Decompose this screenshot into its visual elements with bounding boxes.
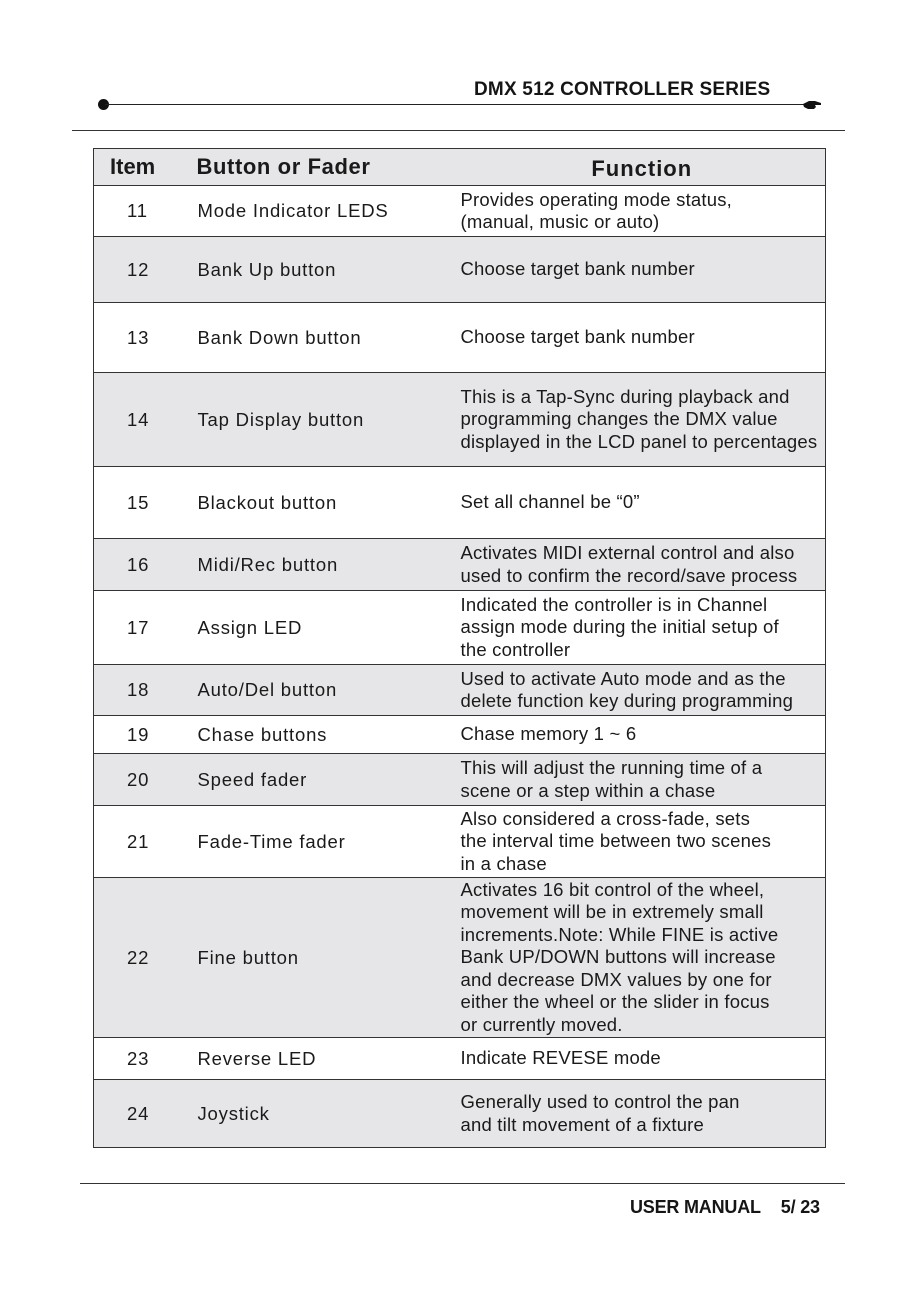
header-function: Function: [459, 149, 826, 186]
top-divider: [72, 130, 845, 131]
item-number: 23: [94, 1038, 189, 1080]
table-row: [94, 303, 826, 373]
item-number: 22: [94, 878, 189, 1038]
control-name: Bank Down button: [189, 303, 459, 373]
control-name: Tap Display button: [189, 373, 459, 467]
item-number: 19: [94, 716, 189, 754]
controls-table: [93, 148, 826, 1148]
item-number: 14: [94, 373, 189, 467]
item-number: 12: [94, 237, 189, 303]
function-description: Indicate REVESE mode: [459, 1038, 826, 1080]
function-description: Used to activate Auto mode and as the delete function key during programming: [459, 665, 826, 716]
control-name: Mode Indicator LEDS: [189, 186, 459, 237]
control-name: Joystick: [189, 1080, 459, 1148]
table-row: [94, 373, 826, 467]
item-number: 17: [94, 591, 189, 665]
function-description: Indicated the controller is in Channel assign mode during the initial setup of the controller: [459, 591, 826, 665]
footer-label: USER MANUAL: [630, 1197, 761, 1217]
control-name: Midi/Rec button: [189, 539, 459, 591]
function-description: Generally used to control the pan and tilt movement of a fixture: [459, 1080, 826, 1148]
item-number: 15: [94, 467, 189, 539]
function-description: Activates 16 bit control of the wheel, movement will be in extremely small increments.Note: While FINE is active Bank UP/DOWN buttons will increase and decrease DMX values by one for either the wheel or the slider in focus or currently moved.: [459, 878, 826, 1038]
item-number: 11: [94, 186, 189, 237]
function-description: This is a Tap-Sync during playback and programming changes the DMX value displayed in the LCD panel to percentages: [459, 373, 826, 467]
control-name: Bank Up button: [189, 237, 459, 303]
table-row: [94, 716, 826, 754]
function-description: Set all channel be “0”: [459, 467, 826, 539]
function-description: Provides operating mode status, (manual, music or auto): [459, 186, 826, 237]
control-name: Assign LED: [189, 591, 459, 665]
item-number: 21: [94, 806, 189, 878]
pointing-hand-icon: [802, 99, 822, 111]
header-button-or-fader: Button or Fader: [189, 149, 459, 186]
function-description: Also considered a cross-fade, sets the interval time between two scenes in a chase: [459, 806, 826, 878]
table-row: [94, 665, 826, 716]
control-name: Fine button: [189, 878, 459, 1038]
function-description: This will adjust the running time of a scene or a step within a chase: [459, 754, 826, 806]
item-number: 24: [94, 1080, 189, 1148]
table-row: [94, 591, 826, 665]
table-row: [94, 754, 826, 806]
page-footer: [630, 1197, 820, 1218]
table-header-row: [94, 149, 826, 186]
control-name: Speed fader: [189, 754, 459, 806]
bottom-divider: [80, 1183, 845, 1184]
control-name: Blackout button: [189, 467, 459, 539]
table-row: [94, 806, 826, 878]
function-description: Choose target bank number: [459, 237, 826, 303]
function-description: Chase memory 1 ~ 6: [459, 716, 826, 754]
header-item: Item: [94, 149, 189, 186]
function-description: Choose target bank number: [459, 303, 826, 373]
item-number: 20: [94, 754, 189, 806]
item-number: 13: [94, 303, 189, 373]
header-rule: [105, 104, 805, 105]
table-row: [94, 467, 826, 539]
table-row: [94, 1038, 826, 1080]
control-name: Auto/Del button: [189, 665, 459, 716]
control-name: Reverse LED: [189, 1038, 459, 1080]
table-row: [94, 539, 826, 591]
function-description: Activates MIDI external control and also used to confirm the record/save process: [459, 539, 826, 591]
item-number: 18: [94, 665, 189, 716]
page-header-title: DMX 512 CONTROLLER SERIES: [474, 79, 771, 100]
table-row: [94, 186, 826, 237]
table-row: [94, 237, 826, 303]
page-number: 5/ 23: [780, 1197, 820, 1217]
control-name: Chase buttons: [189, 716, 459, 754]
control-name: Fade-Time fader: [189, 806, 459, 878]
table-row: [94, 878, 826, 1038]
table-row: [94, 1080, 826, 1148]
item-number: 16: [94, 539, 189, 591]
